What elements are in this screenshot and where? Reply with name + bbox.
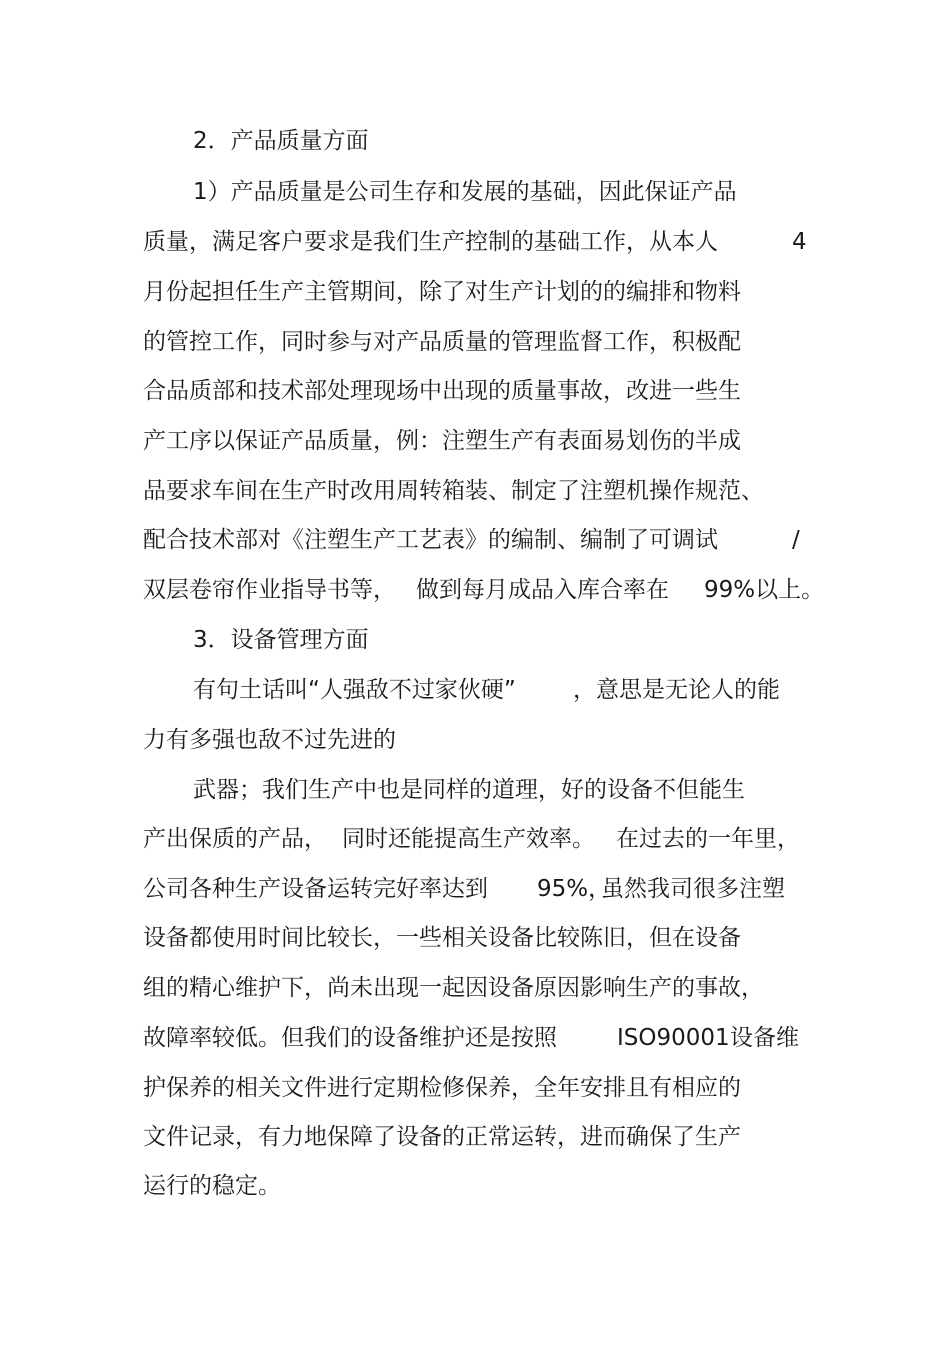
text-segment: 设备都使用时间比较长，一些相关设备比较陈旧，但在设备 (143, 925, 741, 951)
text-segment: 双层卷帘作业指导书等， (143, 577, 396, 603)
paragraph-line (0, 520, 950, 560)
text-segment: 同时还能提高生产效率。 (342, 826, 595, 852)
paragraph-line (0, 1166, 950, 1206)
text-segment: 公司各种生产设备运转完好率达到 (143, 876, 488, 902)
paragraph-line (0, 720, 950, 760)
text-segment: 文件记录，有力地保障了设备的正常运转，进而确保了生产 (143, 1124, 741, 1150)
paragraph-line (0, 570, 950, 610)
paragraph-line (0, 819, 950, 859)
text-segment: 3．设备管理方面 (193, 627, 369, 653)
paragraph-line (0, 471, 950, 511)
text-segment: 力有多强也敌不过先进的 (143, 727, 396, 753)
text-segment: 组的精心维护下，尚未出现一起因设备原因影响生产的事故， (143, 975, 764, 1001)
paragraph-line (0, 322, 950, 362)
text-segment: 产工序以保证产品质量，例：注塑生产有表面易划伤的半成 (143, 428, 741, 454)
paragraph-line (0, 968, 950, 1008)
paragraph-line (0, 172, 950, 212)
text-segment: 配合技术部对《注塑生产工艺表》的编制、编制了可调试 (143, 527, 718, 553)
text-segment: 月份起担任生产主管期间，除了对生产计划的的编排和物料 (143, 279, 741, 305)
paragraph-line (0, 1068, 950, 1108)
text-segment: 4 (792, 229, 807, 255)
heading-product-quality (0, 121, 950, 161)
text-segment: 虽然我司很多注塑 (601, 876, 785, 902)
heading-equipment-management (0, 620, 950, 660)
text-segment: ，意思是无论人的能 (573, 677, 780, 703)
text-segment: 品要求车间在生产时改用周转箱装、制定了注塑机操作规范、 (143, 478, 764, 504)
text-segment: 99%以上。 (704, 577, 825, 603)
paragraph-line (0, 770, 950, 810)
text-segment: 合品质部和技术部处理现场中出现的质量事故，改进一些生 (143, 378, 741, 404)
text-segment: 的管控工作，同时参与对产品质量的管理监督工作，积极配 (143, 329, 741, 355)
text-segment: 在过去的一年里， (616, 826, 800, 852)
paragraph-line (0, 1018, 950, 1058)
text-segment: 2．产品质量方面 (193, 128, 369, 154)
text-segment: / (792, 527, 800, 553)
text-segment: ISO90001 (617, 1025, 730, 1051)
text-segment: 质量，满足客户要求是我们生产控制的基础工作，从本人 (143, 229, 718, 255)
text-segment: 设备维 (730, 1025, 799, 1051)
text-segment: 有句土话叫“人强敌不过家伙硬” (193, 677, 516, 703)
paragraph-line (0, 272, 950, 312)
paragraph-line (0, 1117, 950, 1157)
text-segment: 产出保质的产品， (143, 826, 327, 852)
paragraph-line (0, 869, 950, 909)
text-segment: 做到每月成品入库合率在 (416, 577, 669, 603)
text-segment: 护保养的相关文件进行定期检修保养，全年安排且有相应的 (143, 1075, 741, 1101)
paragraph-line (0, 670, 950, 710)
text-segment: 1）产品质量是公司生存和发展的基础，因此保证产品 (193, 179, 737, 205)
text-segment: 武器；我们生产中也是同样的道理，好的设备不但能生 (193, 777, 745, 803)
paragraph-line (0, 421, 950, 461)
text-segment: 95%， (537, 876, 612, 902)
paragraph-line (0, 918, 950, 958)
paragraph-line (0, 222, 950, 262)
text-segment: 故障率较低。但我们的设备维护还是按照 (143, 1025, 557, 1051)
paragraph-line (0, 371, 950, 411)
text-segment: 运行的稳定。 (143, 1173, 281, 1199)
